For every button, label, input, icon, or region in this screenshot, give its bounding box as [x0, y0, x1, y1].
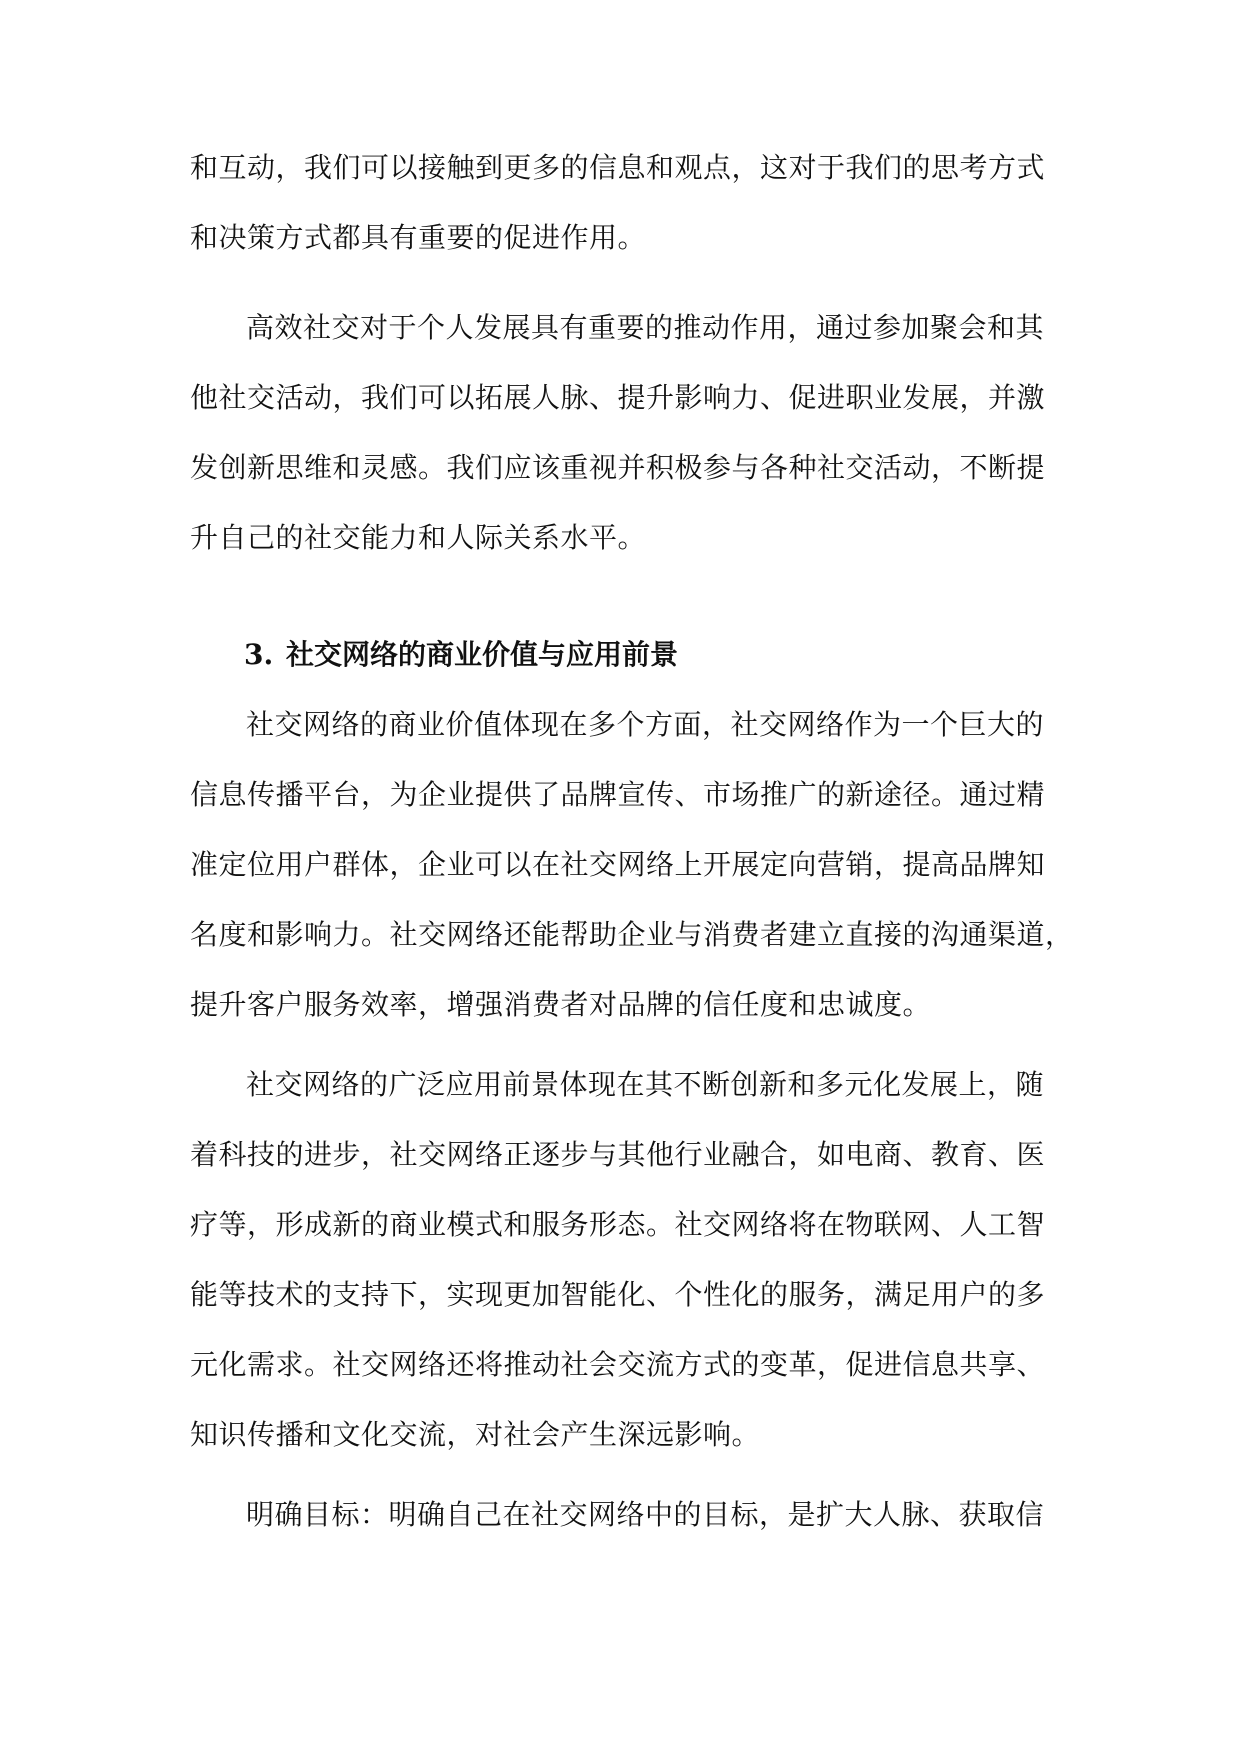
paragraph-line: 高效社交对于个人发展具有重要的推动作用，通过参加聚会和其	[246, 311, 1045, 344]
paragraph-line: 能等技术的支持下，实现更加智能化、个性化的服务，满足用户的多	[190, 1278, 1046, 1311]
paragraph-line: 名度和影响力。社交网络还能帮助企业与消费者建立直接的沟通渠道，	[190, 918, 1074, 951]
paragraph-line: 社交网络的商业价值体现在多个方面，社交网络作为一个巨大的	[246, 708, 1045, 741]
paragraph-line: 升自己的社交能力和人际关系水平。	[190, 521, 647, 554]
paragraph-line: 社交网络的广泛应用前景体现在其不断创新和多元化发展上，随	[246, 1068, 1045, 1101]
section-number: 3.	[244, 638, 274, 671]
paragraph-line: 发创新思维和灵感。我们应该重视并积极参与各种社交活动，不断提	[190, 451, 1046, 484]
paragraph-3	[190, 690, 1074, 1040]
paragraph-4	[190, 1050, 1050, 1470]
paragraph-2	[190, 293, 1050, 573]
section-title: 社交网络的商业价值与应用前景	[286, 638, 679, 671]
paragraph-line: 和决策方式都具有重要的促进作用。	[190, 221, 647, 254]
paragraph-line: 明确目标：明确自己在社交网络中的目标，是扩大人脉、获取信	[246, 1498, 1045, 1531]
paragraph-line: 元化需求。社交网络还将推动社会交流方式的变革，促进信息共享、	[190, 1348, 1046, 1381]
paragraph-line: 疗等，形成新的商业模式和服务形态。社交网络将在物联网、人工智	[190, 1208, 1046, 1241]
paragraph-line: 知识传播和文化交流，对社会产生深远影响。	[190, 1418, 761, 1451]
paragraph-line: 提升客户服务效率，增强消费者对品牌的信任度和忠诚度。	[190, 988, 932, 1021]
section-heading	[244, 620, 678, 690]
paragraph-line: 着科技的进步，社交网络正逐步与其他行业融合，如电商、教育、医	[190, 1138, 1046, 1171]
paragraph-1	[190, 133, 1050, 273]
paragraph-line: 信息传播平台，为企业提供了品牌宣传、市场推广的新途径。通过精	[190, 778, 1046, 811]
paragraph-line: 和互动，我们可以接触到更多的信息和观点，这对于我们的思考方式	[190, 151, 1046, 184]
paragraph-5	[190, 1480, 1050, 1550]
paragraph-line: 他社交活动，我们可以拓展人脉、提升影响力、促进职业发展，并激	[190, 381, 1046, 414]
paragraph-line: 准定位用户群体，企业可以在社交网络上开展定向营销，提高品牌知	[190, 848, 1046, 881]
